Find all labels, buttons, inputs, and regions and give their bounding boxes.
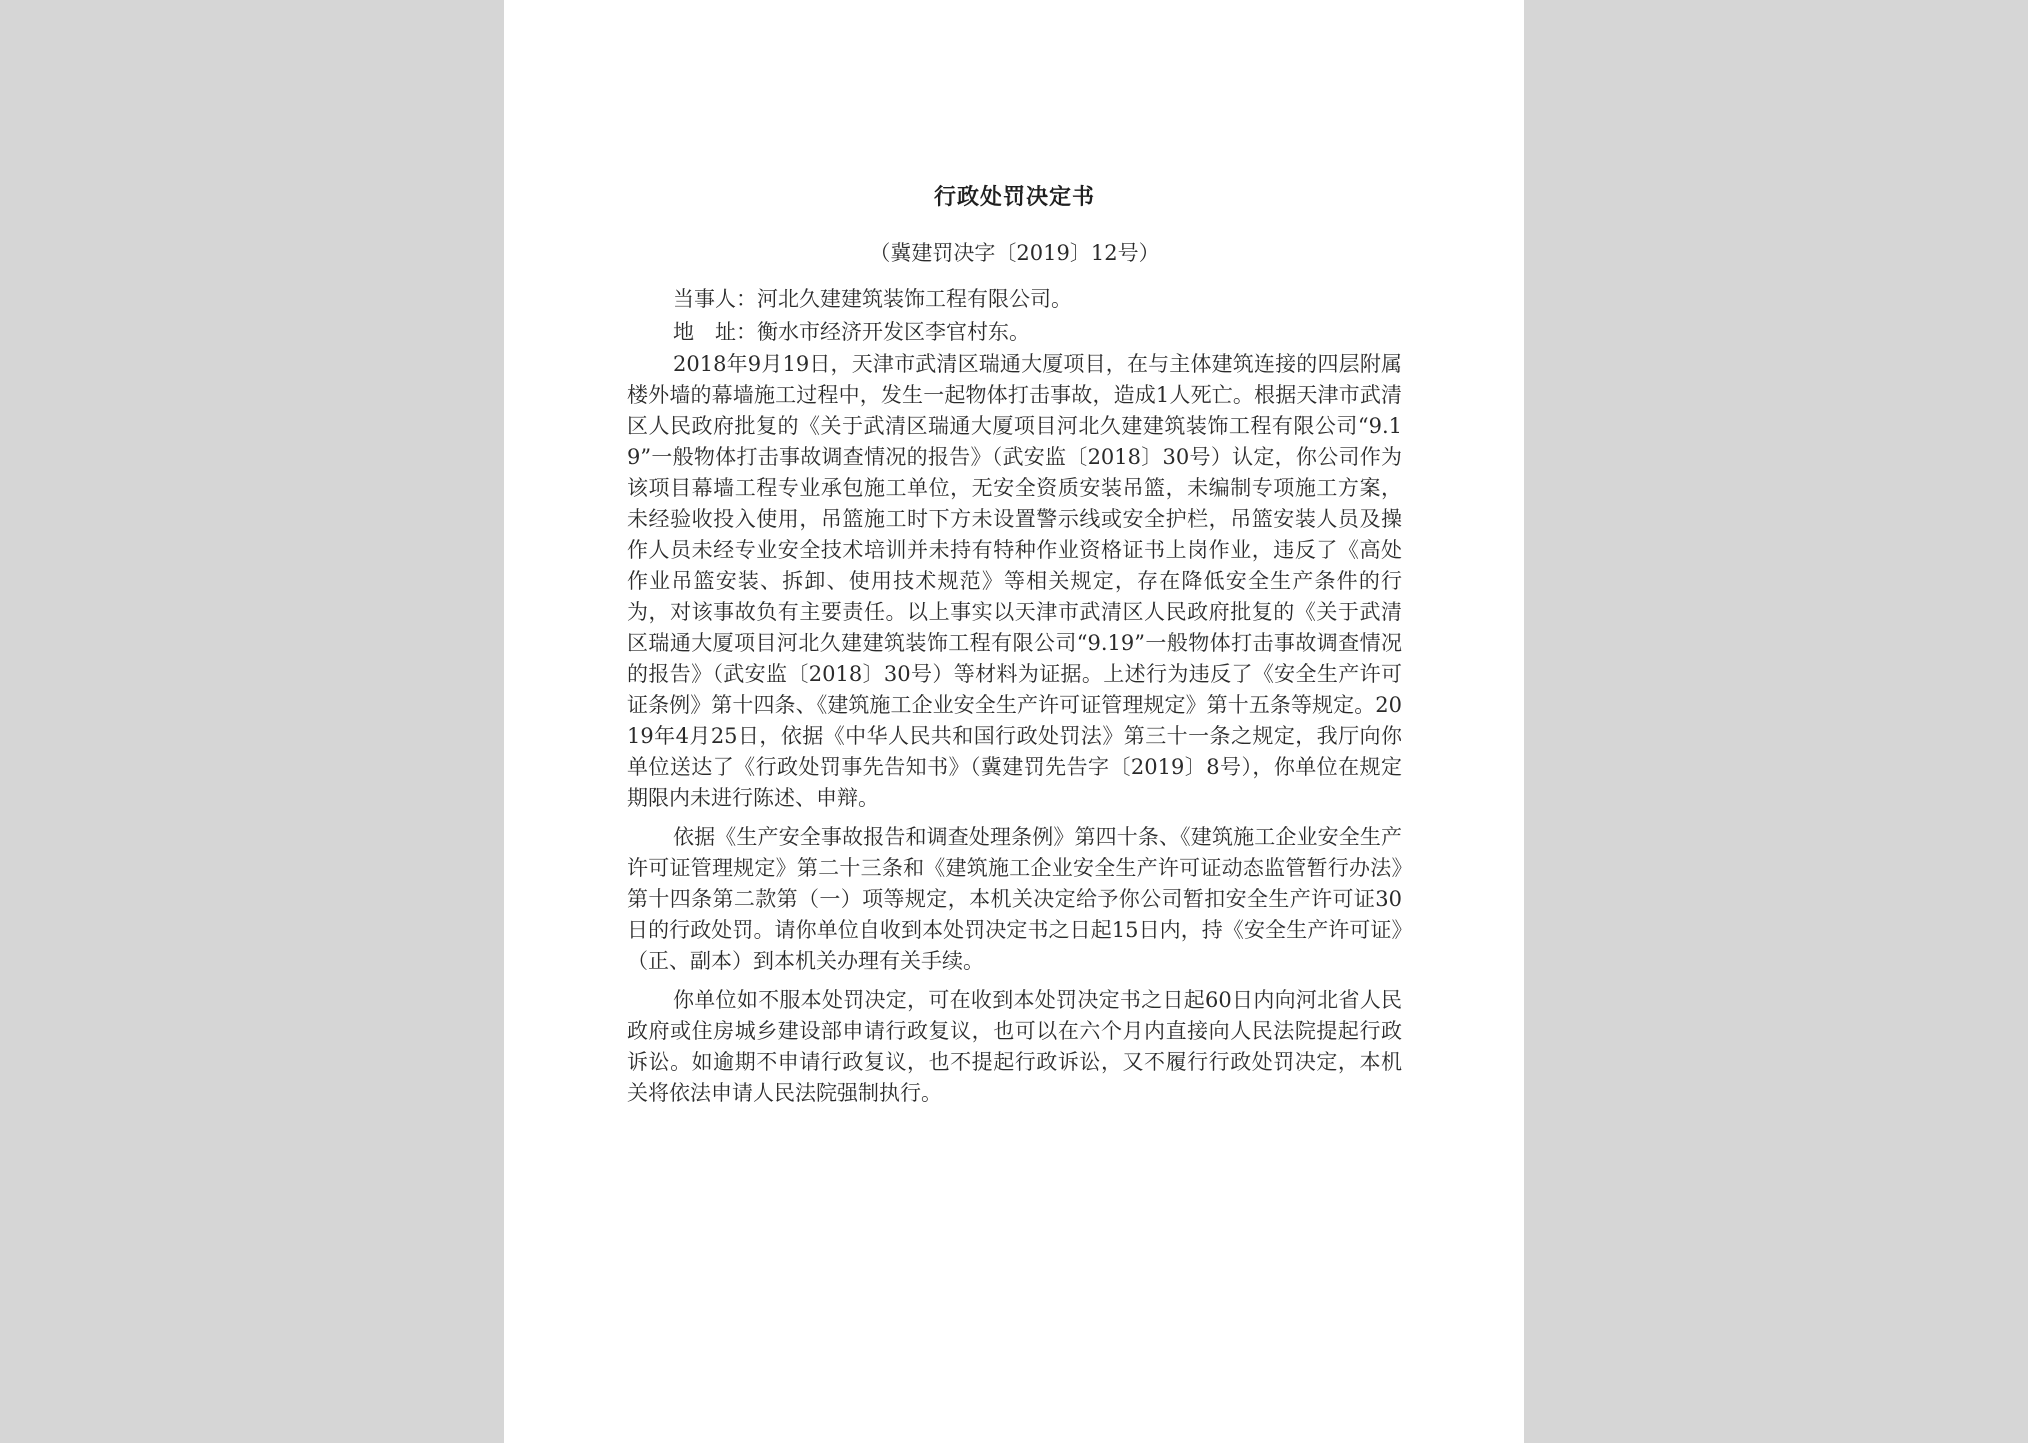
appeal-paragraph: 你单位如不服本处罚决定，可在收到本处罚决定书之日起60日内向河北省人民政府或住房城乡建设部申请行政复议，也可以在六个月内直接向人民法院提起行政诉讼。如逾期不申请行政复议，也不提起行政诉讼，又不履行行政处罚决定，本机关将依法申请人民法院强制执行。 bbox=[627, 988, 1402, 1105]
address-line: 地 址：衡水市经济开发区李官村东。 bbox=[673, 320, 1030, 344]
facts-paragraph: 2018年9月19日，天津市武清区瑞通大厦项目，在与主体建筑连接的四层附属楼外墙的幕墙施工过程中，发生一起物体打击事故，造成1人死亡。根据天津市武清区人民政府批复的《关于武清区瑞通大厦项目河北久建建筑装饰工程有限公司“9.19”一般物体打击事故调查情况的报告》（武安监〔2018〕30号）认定，你公司作为该项目幕墙工程专业承包施工单位，无安全资质安装吊篮，未编制专项施工方案，未经验收投入使用，吊篮施工时下方未设置警示线或安全护栏，吊篮安装人员及操作人员未经专业安全技术培训并未持有特种作业资格证书上岗作业，违反了《高处作业吊篮安装、拆卸、使用技术规范》等相关规定，存在降低安全生产条件的行为，对该事故负有主要责任。以上事实以天津市武清区人民政府批复的《关于武清区瑞通大厦项目河北久建建筑装饰工程有限公司“9.19”一般物体打击事故调查情况的报告》（武安监〔2018〕30号）等材料为证据。上述行为违反了《安全生产许可证条例》第十四条、《建筑施工企业安全生产许可证管理规定》第十五条等规定。2019年4月25日，依据《中华人民共和国行政处罚法》第三十一条之规定，我厅向你单位送达了《行政处罚事先告知书》（冀建罚先告字〔2019〕8号），你单位在规定期限内未进行陈述、申辩。 bbox=[627, 352, 1402, 810]
document-title: 行政处罚决定书 bbox=[933, 184, 1095, 210]
party-line: 当事人：河北久建建筑装饰工程有限公司。 bbox=[673, 287, 1072, 311]
document-number: （冀建罚决字〔2019〕12号） bbox=[869, 241, 1160, 265]
document-content bbox=[627, 180, 1402, 1109]
decision-paragraph: 依据《生产安全事故报告和调查处理条例》第四十条、《建筑施工企业安全生产许可证管理规定》第二十三条和《建筑施工企业安全生产许可证动态监管暂行办法》第十四条第二款第（一）项等规定，本机关决定给予你公司暂扣安全生产许可证30日的行政处罚。请你单位自收到本处罚决定书之日起15日内，持《安全生产许可证》（正、副本）到本机关办理有关手续。 bbox=[627, 825, 1402, 973]
document-page bbox=[504, 0, 1524, 1443]
